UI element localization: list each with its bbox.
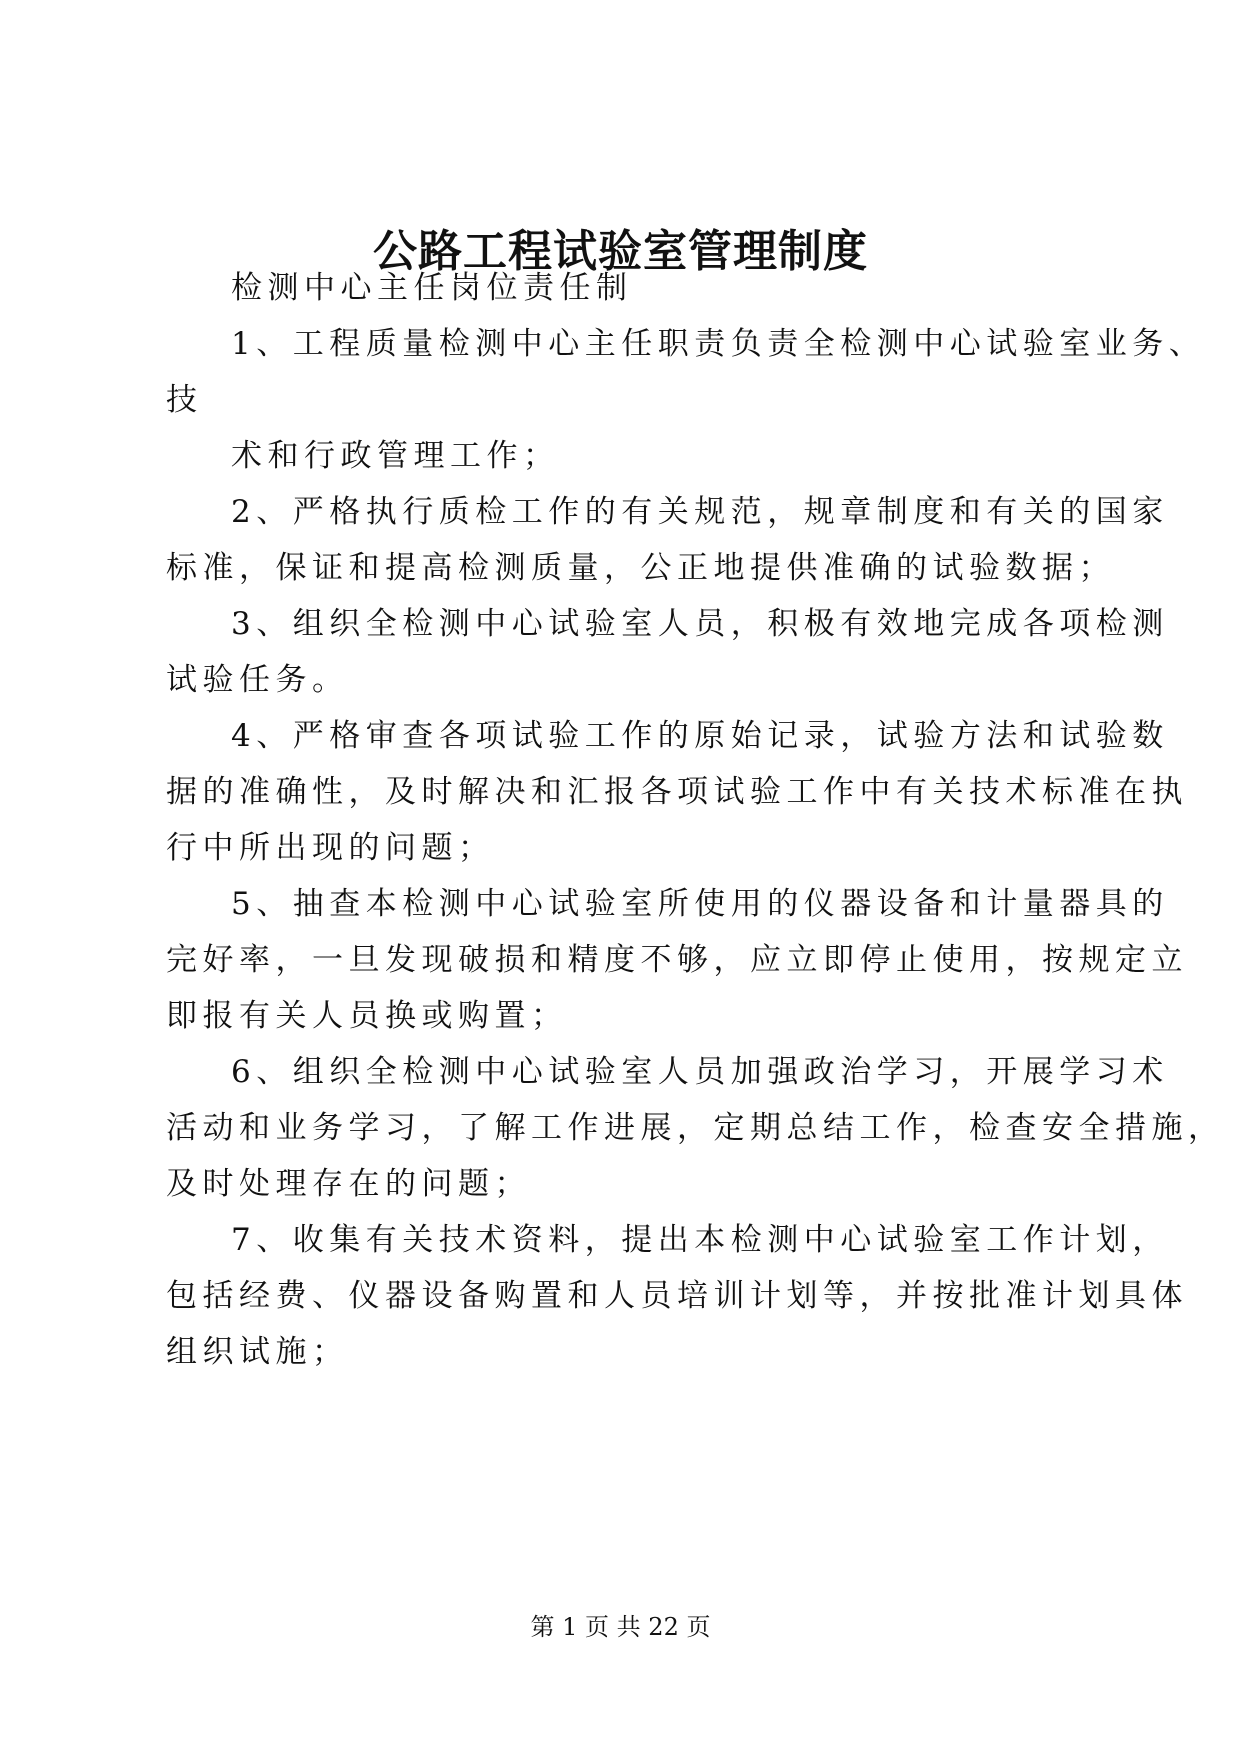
paragraph-line: 3、组织全检测中心试验室人员，积极有效地完成各项检测 [231,606,1169,642]
paragraph-line: 及时处理存在的问题； [166,1166,531,1202]
paragraph-line: 活动和业务学习，了解工作进展，定期总结工作，检查安全措施， [166,1110,1225,1146]
paragraph-line: 试验任务。 [166,662,349,698]
paragraph-line: 技 [166,382,203,418]
paragraph-line: 5、抽查本检测中心试验室所使用的仪器设备和计量器具的 [231,886,1169,922]
paragraph-line: 4、严格审查各项试验工作的原始记录，试验方法和试验数 [231,718,1169,754]
paragraph-line: 6、组织全检测中心试验室人员加强政治学习，开展学习术 [231,1054,1169,1090]
section-heading: 检测中心主任岗位责任制 [231,270,633,306]
paragraph-line: 1、工程质量检测中心主任职责负责全检测中心试验室业务、 [231,326,1206,362]
paragraph-line: 据的准确性，及时解决和汇报各项试验工作中有关技术标准在执 [166,774,1188,810]
paragraph-line: 行中所出现的问题； [166,830,495,866]
paragraph-line: 包括经费、仪器设备购置和人员培训计划等，并按批准计划具体 [166,1278,1188,1314]
paragraph-line: 术和行政管理工作； [231,438,560,474]
paragraph-line: 7、收集有关技术资料，提出本检测中心试验室工作计划， [231,1222,1169,1258]
document-title: 公路工程试验室管理制度 [373,226,868,277]
page-footer: 第 1 页 共 22 页 [530,1613,711,1641]
paragraph-line: 标准，保证和提高检测质量，公正地提供准确的试验数据； [166,550,1115,586]
paragraph-line: 组织试施； [166,1334,349,1370]
paragraph-line: 完好率，一旦发现破损和精度不够，应立即停止使用，按规定立 [166,942,1188,978]
paragraph-line: 即报有关人员换或购置； [166,998,568,1034]
paragraph-line: 2、严格执行质检工作的有关规范，规章制度和有关的国家 [231,494,1169,530]
